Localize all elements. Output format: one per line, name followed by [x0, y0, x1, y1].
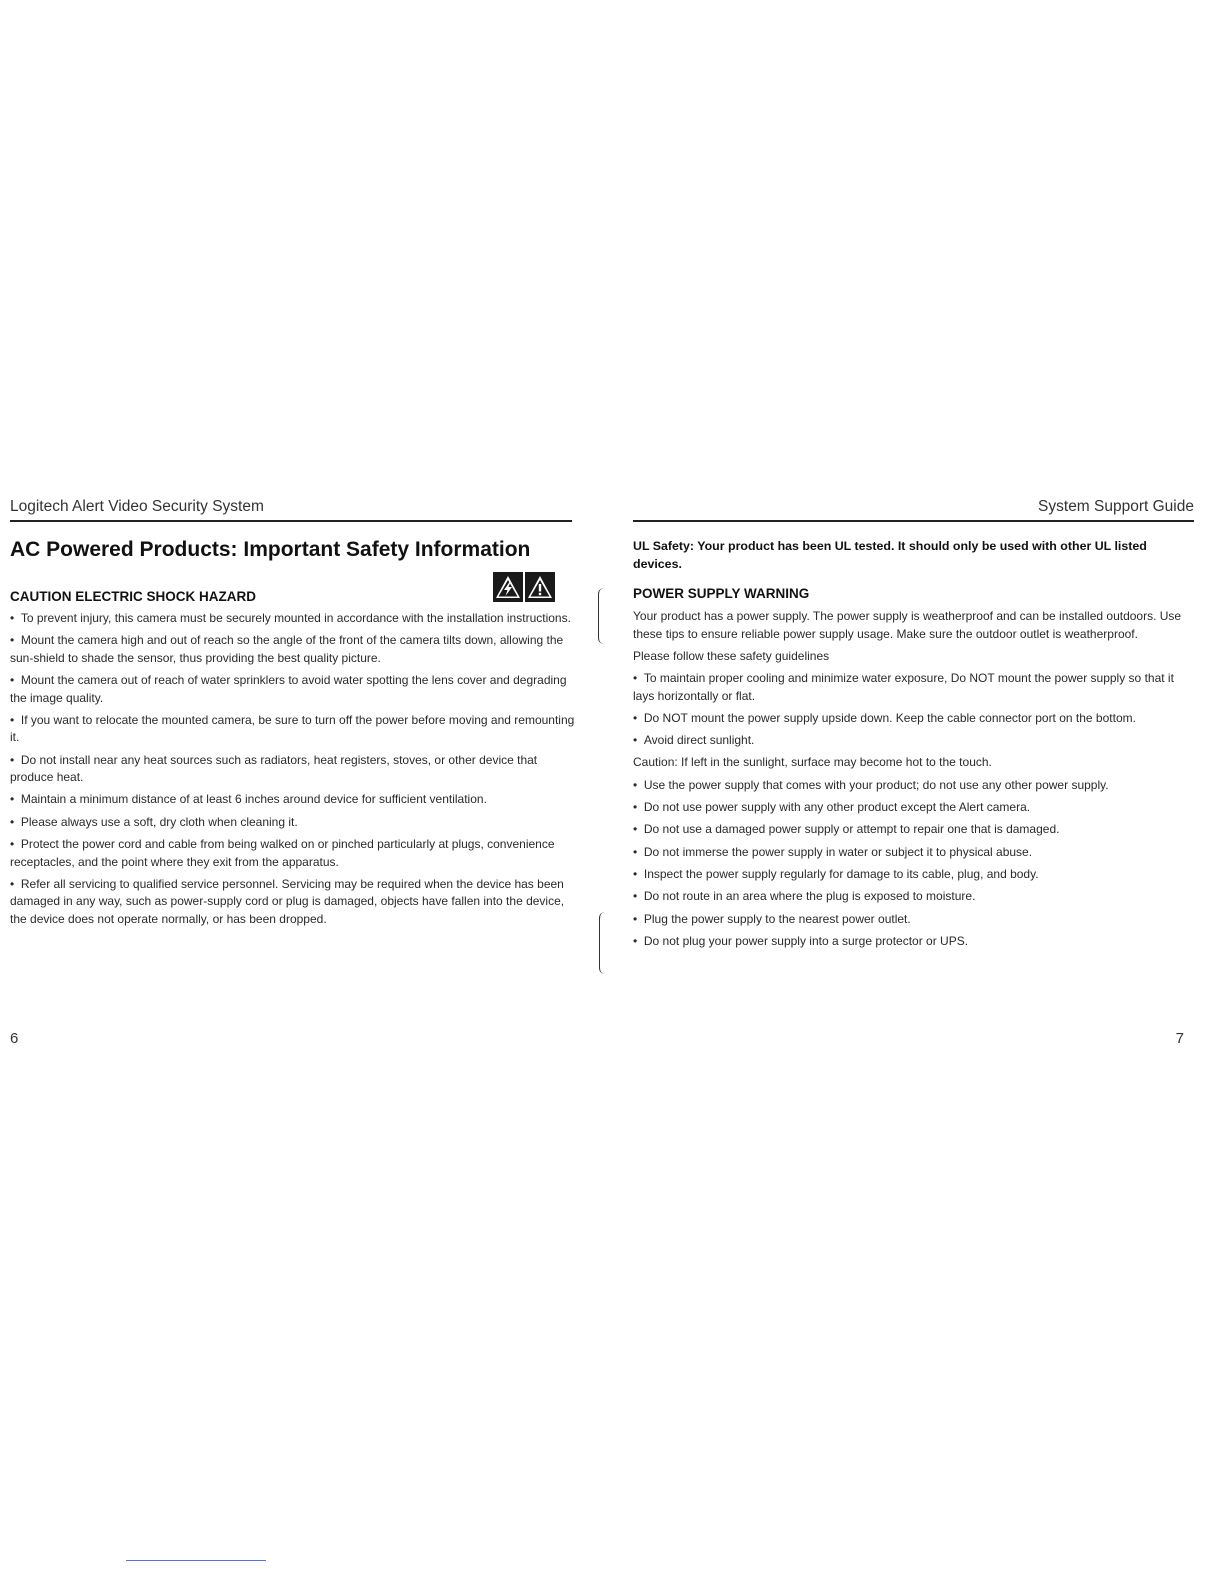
page-title: AC Powered Products: Important Safety Information [10, 538, 531, 561]
list-item: • Maintain a minimum distance of at least 6 inches around device for sufficient ventilation. [10, 791, 576, 809]
gutter-mark-bottom [599, 912, 606, 974]
power-supply-list [633, 608, 1193, 955]
list-item: • Do not plug your power supply into a surge protector or UPS. [633, 933, 1193, 951]
ul-safety-note: UL Safety: Your product has been UL tested. It should only be used with other UL listed devices. [633, 539, 1147, 571]
footer-line [126, 1560, 266, 1561]
running-head-left: Logitech Alert Video Security System [10, 498, 264, 515]
intro-paragraph: Your product has a power supply. The power supply is weatherproof and can be installed outdoors. Use these tips to ensure reliable power supply usage. Make sure the outdoor outlet is weatherproof. [633, 609, 1182, 641]
list-item: • Please always use a soft, dry cloth when cleaning it. [10, 814, 576, 832]
running-head-right: System Support Guide [1038, 498, 1194, 515]
list-item: • Plug the power supply to the nearest power outlet. [633, 911, 1193, 929]
list-item: • To prevent injury, this camera must be securely mounted in accordance with the installation instructions. [10, 610, 576, 628]
list-item: • Inspect the power supply regularly for damage to its cable, plug, and body. [633, 866, 1193, 884]
page-number-right: 7 [1175, 1030, 1184, 1047]
header-rule-right [633, 520, 1194, 522]
list-item: • Mount the camera high and out of reach so the angle of the front of the camera tilts down, allowing the sun-shield to shade the sensor, thus providing the best quality picture. [10, 632, 576, 667]
list-item: • Do not use power supply with any other product except the Alert camera. [633, 799, 1193, 817]
gutter-mark-top [598, 588, 605, 644]
list-item: • If you want to relocate the mounted camera, be sure to turn off the power before moving and remounting it. [10, 712, 576, 747]
caution-warning-icon [525, 572, 555, 602]
list-item: • Avoid direct sunlight. [633, 732, 1193, 750]
caution-heading: CAUTION ELECTRIC SHOCK HAZARD [10, 589, 256, 604]
caution-note: Caution: If left in the sunlight, surface may become hot to the touch. [633, 755, 992, 770]
list-item: • Do not immerse the power supply in water or subject it to physical abuse. [633, 844, 1193, 862]
list-item: • Do not use a damaged power supply or attempt to repair one that is damaged. [633, 821, 1193, 839]
page-number-left: 6 [10, 1030, 19, 1047]
list-item: • Do not install near any heat sources such as radiators, heat registers, stoves, or other device that produce heat. [10, 752, 576, 787]
list-item: • To maintain proper cooling and minimize water exposure, Do NOT mount the power supply so that it lays horizontally or flat. [633, 670, 1193, 705]
list-item: • Use the power supply that comes with your product; do not use any other power supply. [633, 777, 1193, 795]
warning-symbols [493, 572, 557, 602]
right-page [612, 0, 1224, 1584]
list-item: • Do not route in an area where the plug is exposed to moisture. [633, 888, 1193, 906]
electric-shock-warning-icon [493, 572, 523, 602]
list-item: • Refer all servicing to qualified service personnel. Servicing may be required when the device has been damaged in any way, such as power-supply cord or plug is damaged, objects have fallen into the device, the device does not operate normally, or has been dropped. [10, 876, 576, 929]
left-page [0, 0, 600, 1584]
power-supply-warning-heading: POWER SUPPLY WARNING [633, 586, 810, 601]
list-item: • Do NOT mount the power supply upside down. Keep the cable connector port on the bottom. [633, 710, 1193, 728]
caution-list [10, 610, 576, 933]
header-rule-left [10, 520, 572, 522]
list-item: • Mount the camera out of reach of water sprinklers to avoid water spotting the lens cover and degrading the image quality. [10, 672, 576, 707]
guidelines-label: Please follow these safety guidelines [633, 648, 830, 663]
list-item: • Protect the power cord and cable from being walked on or pinched particularly at plugs, convenience receptacles, and the point where they exit from the apparatus. [10, 836, 576, 871]
